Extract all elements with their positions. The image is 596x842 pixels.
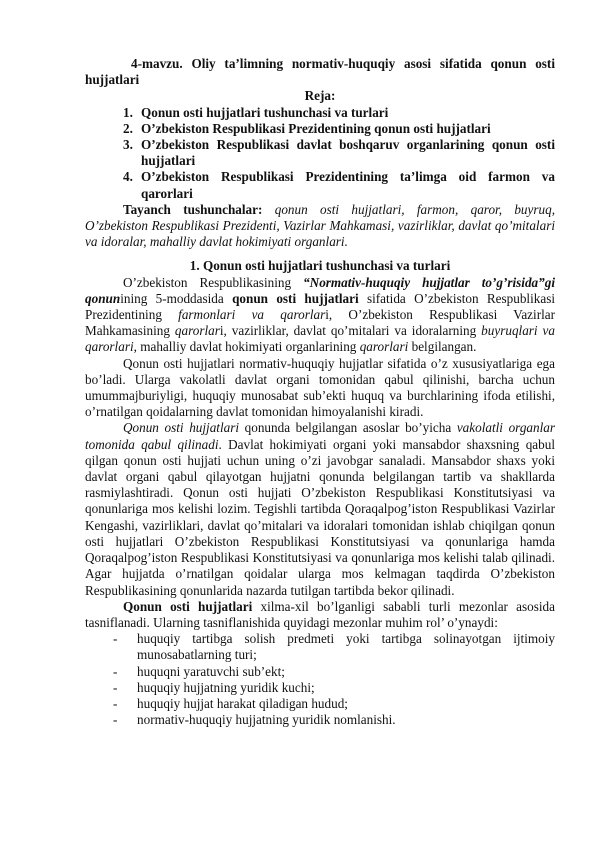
key-terms-label: Tayanch tushunchalar: xyxy=(123,201,263,217)
list-item: - normativ-huquqiy hujjatning yuridik nomlanishi. xyxy=(113,712,396,728)
plan-item: 2. O’zbekiston Respublikasi Prezidentining qonun osti hujjatlari xyxy=(123,120,491,136)
list-item: - huquqiy hujjatning yuridik kuchi; xyxy=(113,679,315,695)
paragraph-2: Qonun osti hujjatlari normativ-huquqiy hujjatlar sifatida o’z xususiyatlariga ega bo’ladi. Ularga vakolatli davlat organi tomonidan qabul qilinishi, barcha uchun umummajburiyligi, huquqiy munosabat sub’ekti huquq va burchlarining ifoda etilishi, o’rnatilgan qoidalarning davlat tomonidan himoyalanishi kiradi. xyxy=(85,355,555,420)
key-terms-text: qonun osti hujjatlari, farmon, qaror, buyruq, O’zbekiston Respublikasi Prezidenti, Vazirlar Mahkamasi, vazirliklar, davlat qo’mitalari va idoralar, mahalliy davlat hokimiyati organlari. xyxy=(85,201,555,250)
criteria-list xyxy=(85,631,555,728)
list-item: - huquqiy hujjat harakat qiladigan hudud; xyxy=(113,695,348,711)
paragraph-1: O’zbekiston Respublikasining “Normativ-huquqiy hujjatlar to’g’risida”gi qonunining 5-moddasida qonun osti hujjatlari sifatida O’zbekiston Respublikasi Prezidentining farmonlari va qarorlari, O’zbekiston Respublikasi Vazirlar Mahkamasining qarorlari, vazirliklar, davlat qo’mitalari va idoralarning buyruqlari va qarorlari, mahalliy davlat hokimiyati organlarining qarorlari belgilangan. xyxy=(85,274,556,355)
paragraph-3: Qonun osti hujjatlari qonunda belgilangan asoslar bo’yicha vakolatli organlar tomonida qabul qilinadi. Davlat hokimiyati organi yoki mansabdor shaxsning qabul qilgan qonun osti hujjati uchun uning o’zi javobgar sanaladi. Mansabdor shaxs yoki davlat organi qabul qilayotgan hujjatni qonunda belgilangan tartib va shakllarda rasmiylashtiradi. Qonun osti hujjati O’zbekiston Respublikasi Konstitutsiyasi va qonunlariga mos kelishi lozim. Tegishli tartibda Qoraqalpog’iston Respublikasi Vazirlar Kengashi, vazirliklari, davlat qo’mitalari va idoralari tomonidan ishlab chiqilgan qonun osti hujjatlari O’zbekiston Respublikasi Konstitutsiyasi va qonunlariga hamda Qoraqalpog’iston Respublikasi Konstitutsiyasi va qonunlariga mos kelishi talab qilinadi. Agar hujjatda o’rnatilgan qoidalar ularga mos kelmagan taqdirda O’zbekiston Respublikasining qonunlarida nazarda tutilgan tartibda bekor qilinadi. xyxy=(85,420,556,598)
key-terms-paragraph xyxy=(85,202,555,251)
plan-list xyxy=(85,105,555,202)
document-page xyxy=(85,56,555,728)
list-item: - huquqiy tartibga solish predmeti yoki tartibga solinayotgan ijtimoiy munosabatlarning turi; xyxy=(113,631,555,663)
plan-heading: Reja: xyxy=(304,88,336,104)
paragraph-4: Qonun osti hujjatlari xilma-xil bo’lganligi sababli turli mezonlar asosida tasniflanadi. Ularning tasniflanishida quyidagi mezonlar muhim rol’ o’ynaydi: xyxy=(85,598,555,630)
page-title: 4-mavzu. Oliy ta’limning normativ-huquqiy asosi sifatida qonun osti hujjatlari xyxy=(85,56,555,88)
list-item: - huquqni yaratuvchi sub’ekt; xyxy=(113,663,285,679)
plan-item: 1. Qonun osti hujjatlari tushunchasi va turlari xyxy=(123,104,389,120)
plan-item: 4. O’zbekiston Respublikasi Prezidentining ta’limga oid farmon va qarorlari xyxy=(123,169,555,201)
section-heading: 1. Qonun osti hujjatlari tushunchasi va turlari xyxy=(189,258,451,274)
plan-item: 3. O’zbekiston Respublikasi davlat boshqaruv organlarining qonun osti hujjatlari xyxy=(123,137,555,169)
